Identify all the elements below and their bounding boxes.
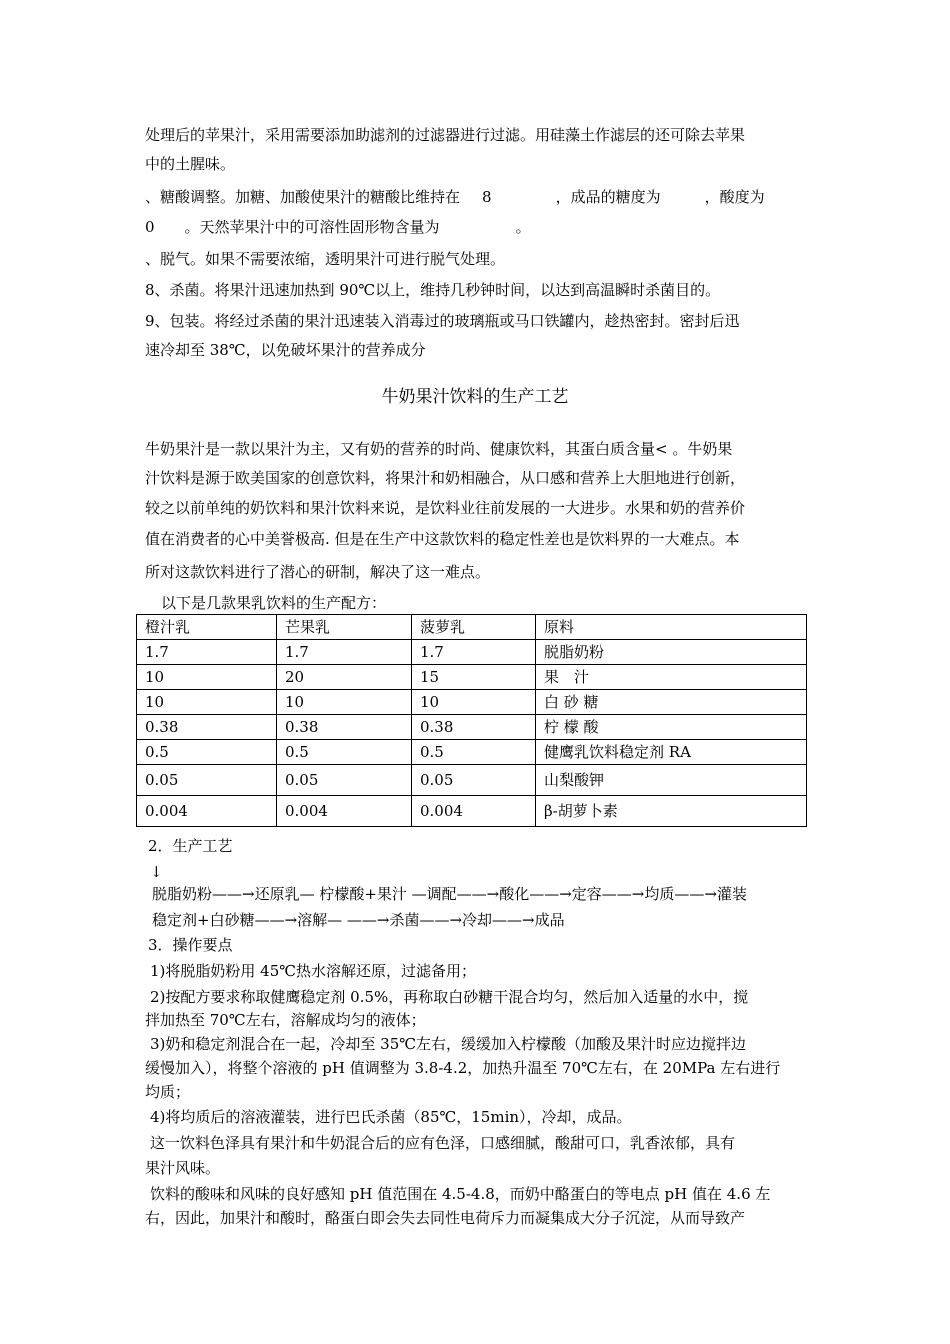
table-cell: 0.05 [277,765,412,796]
intro-line: 汁饮料是源于欧美国家的创意饮料，将果汁和奶相融合，从口感和营养上大胆地进行创新， [145,469,746,487]
table-cell: 柠 檬 酸 [536,715,807,740]
point-line: 这一饮料色泽具有果汁和牛奶混合后的应有色泽，口感细腻，酸甜可口，乳香浓郁，具有 [150,1134,736,1152]
text-segment: ，酸度为 [704,188,765,206]
table-caption: 以下是几款果乳饮料的生产配方： [161,594,387,612]
points-title: 3．操作要点 [148,936,233,954]
table-row [137,640,807,665]
table-cell: 白 砂 糖 [536,690,807,715]
table-cell: 20 [277,665,412,690]
step-packaging: 9、包装。将经过杀菌的果汁迅速装入消毒过的玻璃瓶或马口铁罐内，趁热密封。密封后迅 [145,312,740,330]
header-orange-milk: 橙汁乳 [137,615,277,640]
header-ingredient: 原料 [536,615,807,640]
table-cell: 山梨酸钾 [536,765,807,796]
table-cell: 0.05 [412,765,536,796]
intro-line: 值在消费者的心中美誉极高. 但是在生产中这款饮料的稳定性差也是饮料界的一大难点。本 [145,530,740,548]
step-packaging-cont: 速冷却至 38℃，以免破坏果汁的营养成分 [145,341,426,359]
table-cell: 0.38 [277,715,412,740]
table-cell: 0.05 [137,765,277,796]
header-mango-milk: 芒果乳 [277,615,412,640]
table-row [137,715,807,740]
table-cell: 10 [412,690,536,715]
table-cell: 健鹰乳饮料稳定剂 RA [536,740,807,765]
table-cell: 0.004 [137,796,277,827]
step-sterilization: 8、杀菌。将果汁迅速加热到 90℃以上，维持几秒钟时间，以达到高温瞬时杀菌目的。 [145,281,721,299]
paragraph-line: 处理后的苹果汁，采用需要添加助滤剂的过滤器进行过滤。用硅藻土作滤层的还可除去苹果 [145,126,746,144]
table-cell: 0.004 [277,796,412,827]
text-segment: ，成品的糖度为 [555,188,661,206]
step-degassing: 、脱气。如果不需要浓缩，透明果汁可进行脱气处理。 [145,250,506,268]
text-segment: 0 [145,218,155,236]
process-flow-line: 稳定剂+白砂糖——→溶解— ——→杀菌——→冷却——→成品 [152,911,565,929]
text-segment: 。 [515,218,531,236]
point-line: 4)将均质后的溶液灌装，进行巴氏杀菌（85℃，15min），冷却，成品。 [150,1108,632,1126]
intro-line: 所对这款饮料进行了潜心的研制，解决了这一难点。 [145,563,491,581]
table-row [137,665,807,690]
point-line: 拌加热至 70℃左右，溶解成均匀的液体； [145,1011,426,1029]
point-line: 3)奶和稳定剂混合在一起，冷却至 35℃左右，缓缓加入柠檬酸（加酸及果汁时应边搅拌边 [150,1035,747,1053]
table-row [137,740,807,765]
table-row [137,765,807,796]
table-header-row [137,615,807,640]
point-line: 缓慢加入），将整个溶液的 pH 值调整为 3.8-4.2，加热升温至 70℃左右，在 20MPa 左右进行 [145,1059,781,1077]
table-cell: 0.004 [412,796,536,827]
table-cell: 10 [137,690,277,715]
soluble-solids-line [145,216,531,238]
table-cell: 10 [277,690,412,715]
table-cell: 1.7 [277,640,412,665]
table-row [137,796,807,827]
table-cell: 果 汁 [536,665,807,690]
point-line: 1)将脱脂奶粉用 45℃热水溶解还原，过滤备用； [150,962,477,980]
table-cell: 脱脂奶粉 [536,640,807,665]
table-cell: 0.38 [137,715,277,740]
text-segment: 8 [482,188,492,206]
intro-line: 较之以前单纯的奶饮料和果汁饮料来说，是饮料业往前发展的一大进步。水果和奶的营养价 [145,499,746,517]
table-cell: 0.38 [412,715,536,740]
table-cell: 1.7 [412,640,536,665]
point-line: 右，因此，加果汁和酸时，酪蛋白即会失去同性电荷斥力而凝集成大分子沉淀，从而导致产 [145,1209,746,1227]
intro-line: 牛奶果汁是一款以果汁为主，又有奶的营养的时尚、健康饮料，其蛋白质含量< 。牛奶果 [145,440,733,458]
process-flow-line: 脱脂奶粉——→还原乳— 柠檬酸+果汁 —调配——→酸化——→定容——→均质——→灌装 [152,885,747,903]
table-cell: 10 [137,665,277,690]
point-line: 果汁风味。 [145,1159,221,1177]
process-title: 2．生产工艺 [148,837,233,855]
text-segment: 、糖酸调整。加糖、加酸使果汁的糖酸比维持在 [145,188,461,206]
header-pineapple-milk: 菠萝乳 [412,615,536,640]
table-cell: 0.5 [137,740,277,765]
paragraph-line: 中的土腥味。 [145,155,236,173]
sugar-acid-line [145,186,765,208]
point-line: 均质； [145,1083,191,1101]
formula-table [136,614,807,827]
arrow-down-icon: ↓ [150,863,163,881]
table-row [137,690,807,715]
point-line: 饮料的酸味和风味的良好感知 pH 值范围在 4.5-4.8，而奶中酪蛋白的等电点 pH 值在 4.6 左 [150,1185,771,1203]
table-cell: 0.5 [412,740,536,765]
point-line: 2)按配方要求称取健鹰稳定剂 0.5%，再称取白砂糖干混合均匀，然后加入适量的水中，搅 [150,988,749,1006]
table-cell: 1.7 [137,640,277,665]
text-segment: 。天然苹果汁中的可溶性固形物含量为 [184,218,440,236]
table-cell: β-胡萝卜素 [536,796,807,827]
section-title: 牛奶果汁饮料的生产工艺 [381,387,569,407]
table-cell: 0.5 [277,740,412,765]
table-cell: 15 [412,665,536,690]
